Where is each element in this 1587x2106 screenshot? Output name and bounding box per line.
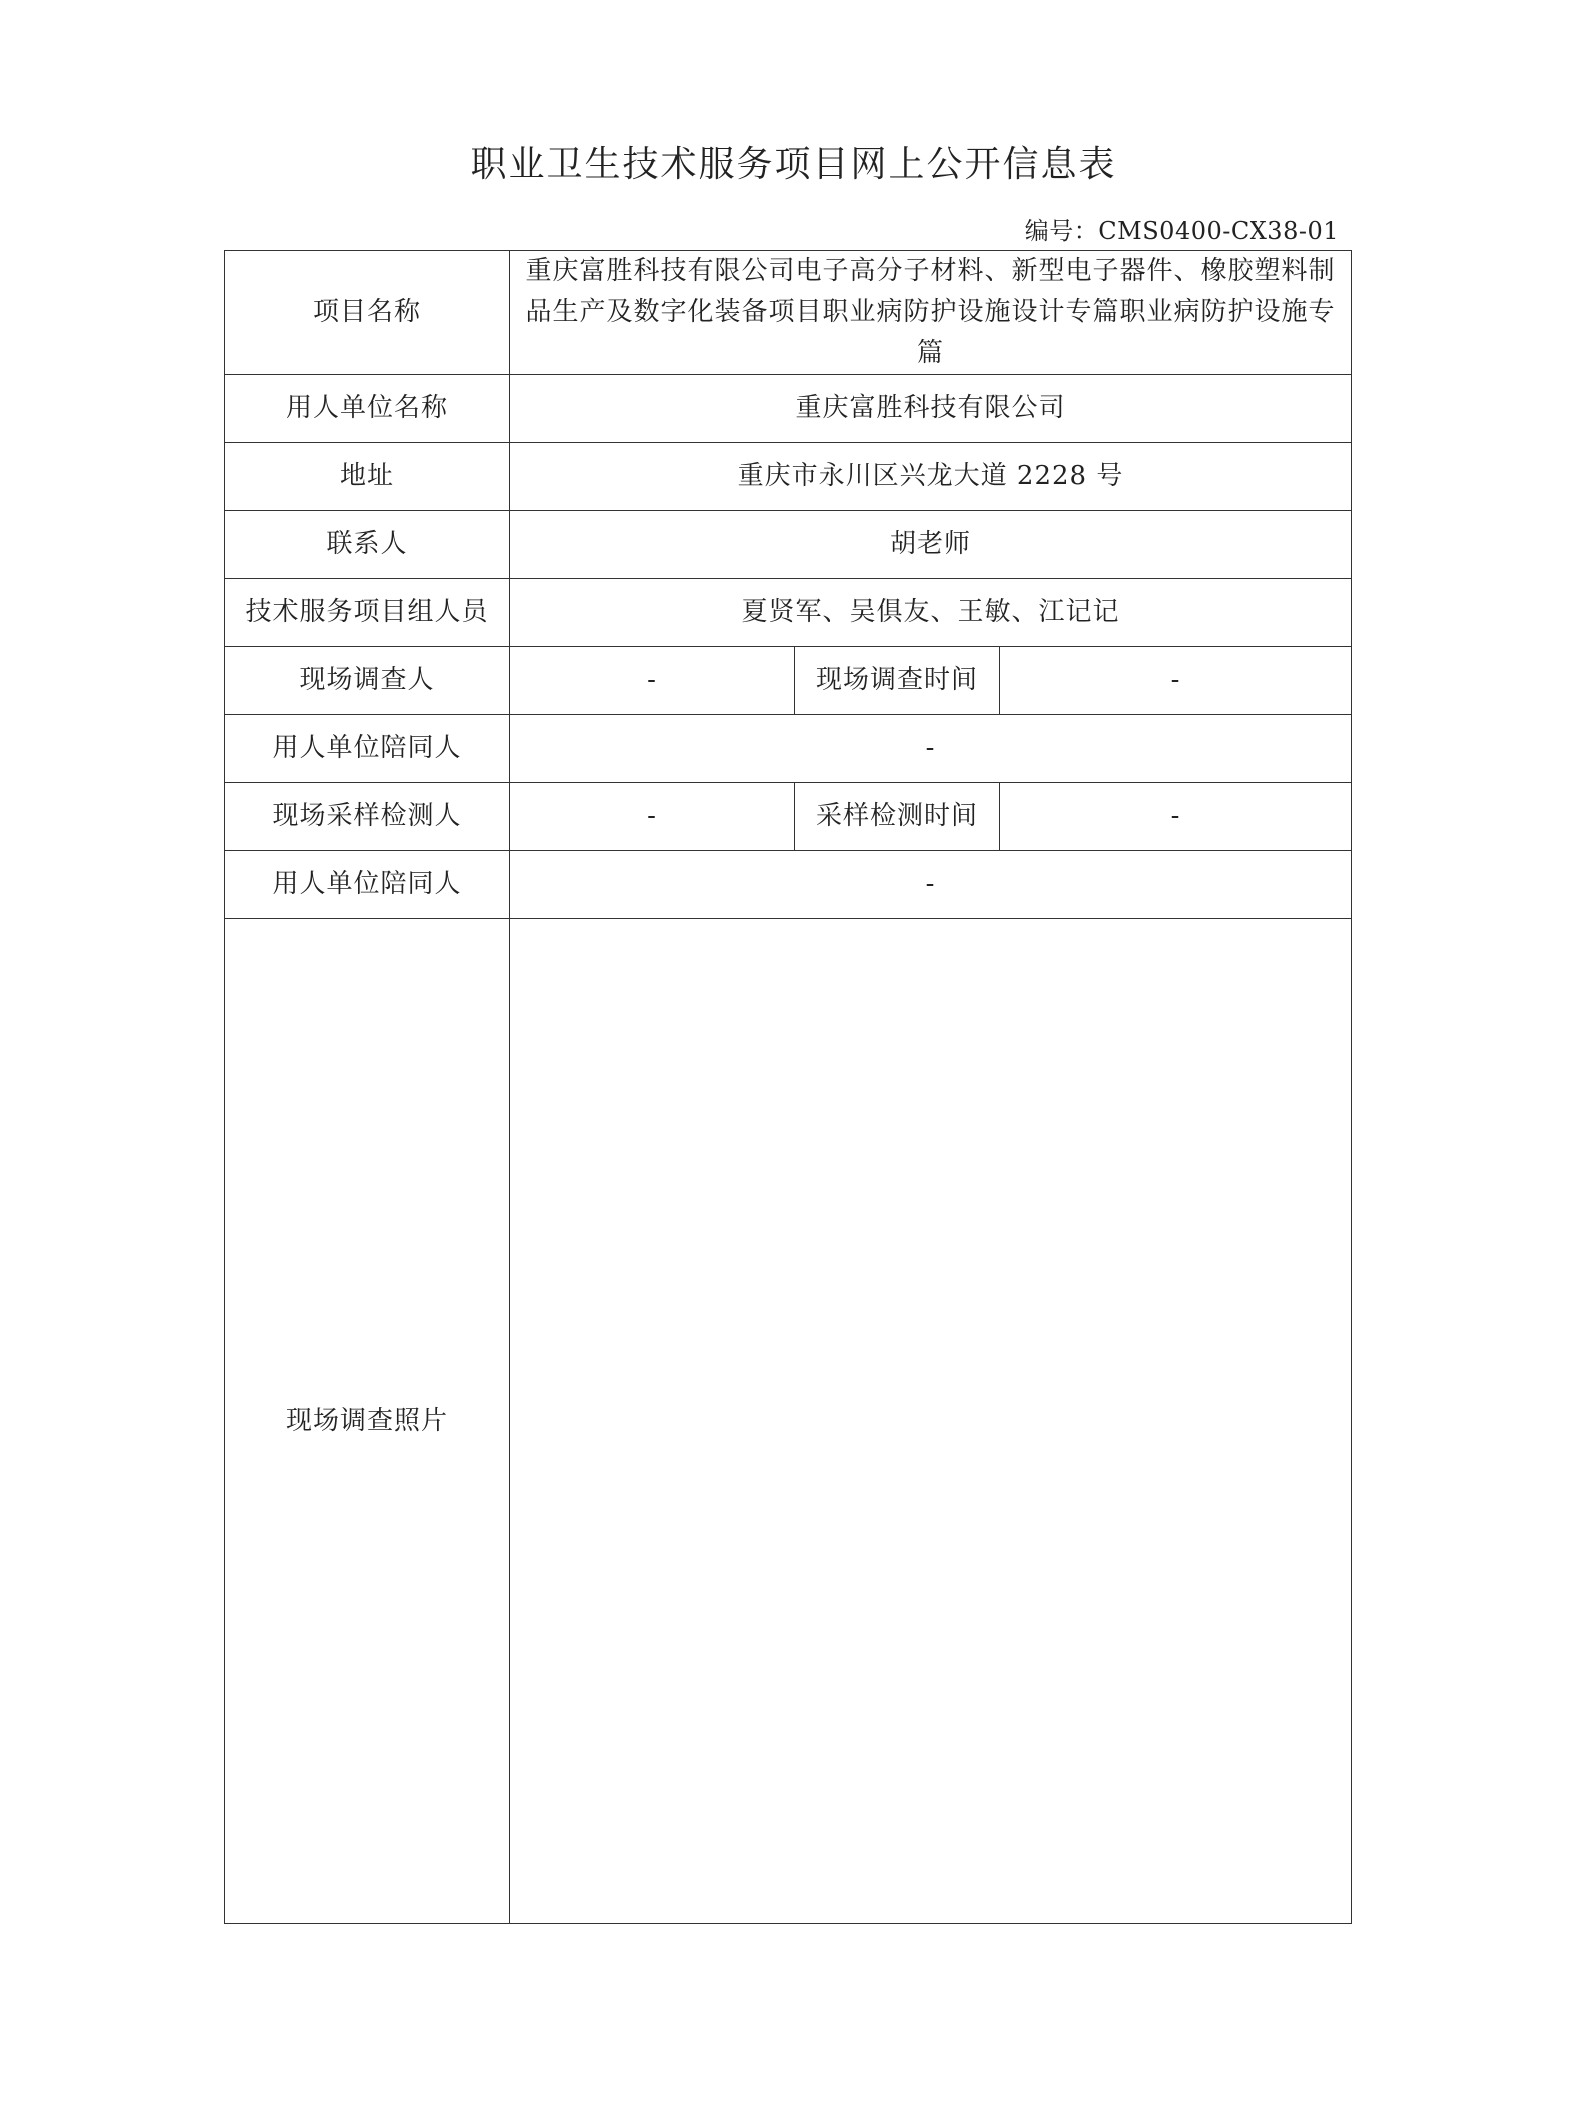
team-label: 技术服务项目组人员 bbox=[225, 579, 510, 647]
investigator-label: 现场调查人 bbox=[225, 647, 510, 715]
table-row-companion-1 bbox=[225, 715, 1352, 783]
table-row-team bbox=[225, 579, 1352, 647]
address-label: 地址 bbox=[225, 443, 510, 511]
document-number: 编号：CMS0400-CX38-01 bbox=[1024, 217, 1339, 245]
sampler-value: - bbox=[510, 783, 795, 851]
companion-2-value: - bbox=[510, 851, 1352, 919]
contact-label: 联系人 bbox=[225, 511, 510, 579]
table-row-project-name bbox=[225, 251, 1352, 375]
table-row-photos bbox=[225, 919, 1352, 1924]
table-row-contact bbox=[225, 511, 1352, 579]
project-name-label: 项目名称 bbox=[225, 251, 510, 375]
project-name-value: 重庆富胜科技有限公司电子高分子材料、新型电子器件、橡胶塑料制品生产及数字化装备项目职业病防护设施设计专篇职业病防护设施专篇 bbox=[510, 251, 1352, 375]
contact-value: 胡老师 bbox=[510, 511, 1352, 579]
table-row-sampling bbox=[225, 783, 1352, 851]
companion-1-value: - bbox=[510, 715, 1352, 783]
companion-2-label: 用人单位陪同人 bbox=[225, 851, 510, 919]
table-row-address bbox=[225, 443, 1352, 511]
team-value: 夏贤军、吴俱友、王敏、江记记 bbox=[510, 579, 1352, 647]
sampler-label: 现场采样检测人 bbox=[225, 783, 510, 851]
employer-label: 用人单位名称 bbox=[225, 375, 510, 443]
investigation-time-label: 现场调查时间 bbox=[795, 647, 1000, 715]
address-value: 重庆市永川区兴龙大道 2228 号 bbox=[510, 443, 1352, 511]
info-table bbox=[224, 250, 1352, 1924]
investigator-value: - bbox=[510, 647, 795, 715]
photos-area bbox=[510, 919, 1352, 1924]
sampling-time-value: - bbox=[1000, 783, 1352, 851]
investigation-time-value: - bbox=[1000, 647, 1352, 715]
table-row-employer bbox=[225, 375, 1352, 443]
sampling-time-label: 采样检测时间 bbox=[795, 783, 1000, 851]
companion-1-label: 用人单位陪同人 bbox=[225, 715, 510, 783]
table-row-companion-2 bbox=[225, 851, 1352, 919]
photos-label: 现场调查照片 bbox=[225, 919, 510, 1924]
table-row-investigation bbox=[225, 647, 1352, 715]
document-title: 职业卫生技术服务项目网上公开信息表 bbox=[470, 144, 1117, 185]
employer-value: 重庆富胜科技有限公司 bbox=[510, 375, 1352, 443]
